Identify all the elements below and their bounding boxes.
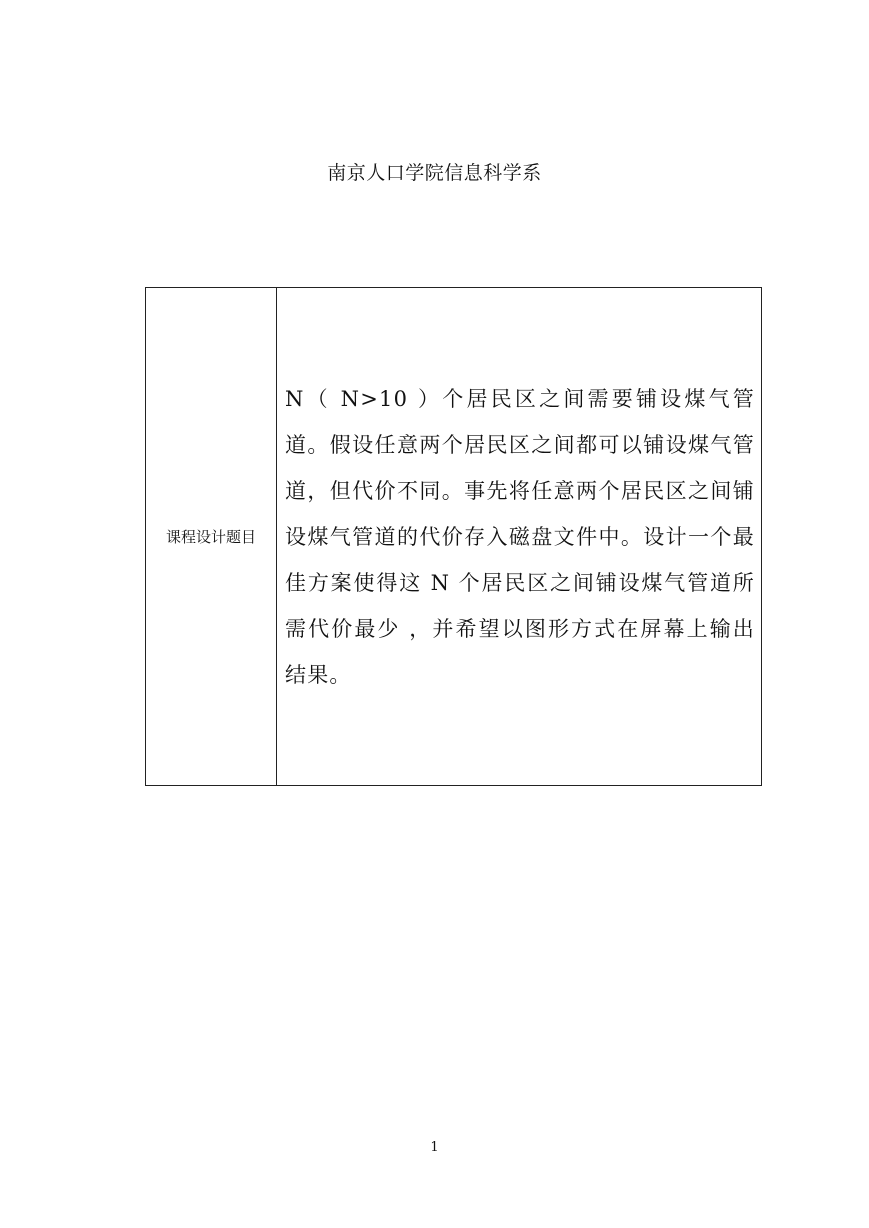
page-title: 南京人口学院信息科学系 <box>327 162 542 184</box>
course-design-topic-label: 课程设计题目 <box>146 288 277 786</box>
table-row <box>146 288 762 786</box>
course-design-topic-text: N（ N>10 ）个居民区之间需要铺设煤气管道。假设任意两个居民区之间都可以铺设煤气管道，但代价不同。事先将任意两个居民区之间铺设煤气管道的代价存入磁盘文件中。设计一个最佳方案使得这 N 个居民区之间铺设煤气管道所需代价最少 ，并希望以图形方式在屏幕上输出结果。 <box>285 386 755 687</box>
course-design-topic-cell <box>277 288 762 786</box>
page-number: 1 <box>430 1140 439 1155</box>
course-design-table <box>145 287 762 786</box>
